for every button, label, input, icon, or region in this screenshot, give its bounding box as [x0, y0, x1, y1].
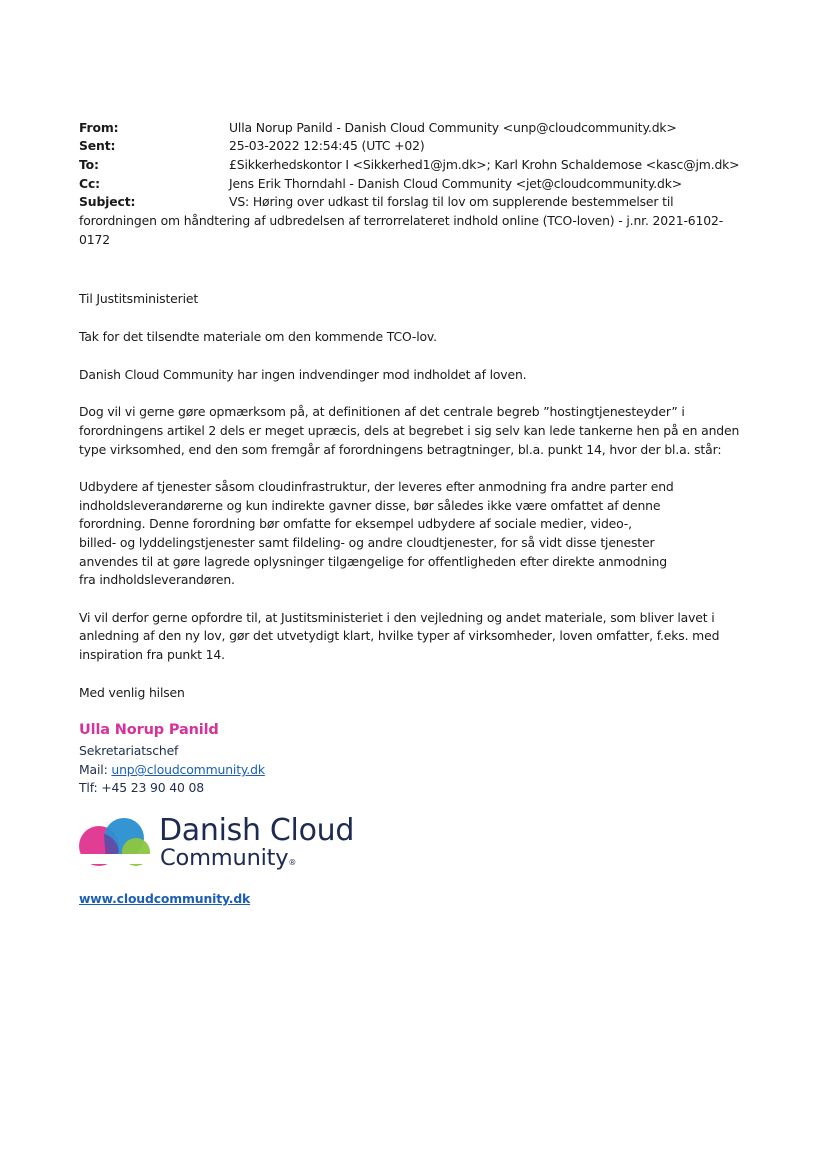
website-link[interactable]: www.cloudcommunity.dk — [79, 891, 251, 906]
signature-title: Sekretariatschef — [79, 743, 179, 758]
sent-label: Sent: — [79, 138, 116, 153]
paragraph-3-line: Dog vil vi gerne gøre opmærksom på, at definitionen af det centrale begreb ”hostingtjenesteyder” i — [79, 404, 685, 419]
subject-label: Subject: — [79, 194, 136, 209]
signature-phone: Tlf: +45 23 90 40 08 — [79, 780, 205, 795]
quote-line: fra indholdsleverandøren. — [79, 572, 235, 587]
logo-text-line-1: Danish Cloud — [159, 813, 355, 848]
subject-line-2: forordningen om håndtering af udbredelsen af terrorrelateret indhold online (TCO-loven) - j.nr. 2021-6102- — [79, 213, 724, 228]
quote-line: Udbydere af tjenester såsom cloudinfrastruktur, der leveres efter anmodning fra andre parter end — [79, 479, 674, 494]
cloud-logo-icon — [76, 814, 156, 874]
subject-line-3: 0172 — [79, 232, 110, 247]
sent-value: 25-03-2022 12:54:45 (UTC +02) — [229, 138, 425, 153]
paragraph-4-line: inspiration fra punkt 14. — [79, 647, 225, 662]
paragraph-2: Danish Cloud Community har ingen indvendinger mod indholdet af loven. — [79, 367, 527, 382]
signature-name: Ulla Norup Panild — [79, 722, 219, 738]
email-link[interactable]: unp@cloudcommunity.dk — [111, 762, 265, 777]
signature-mail — [79, 761, 265, 779]
paragraph-4-line: anledning af den ny lov, gør det utvetydigt klart, hvilke typer af virksomheder, loven omfatter, f.eks. med — [79, 628, 720, 643]
from-label: From: — [79, 120, 119, 135]
paragraph-3-line: type virksomhed, end den som fremgår af forordningens betragtninger, bl.a. punkt 14, hvor der bl.a. står: — [79, 442, 722, 457]
quote-line: anvendes til at gøre lagrede oplysninger tilgængelige for offentligheden efter direkte anmodning — [79, 554, 667, 569]
paragraph-3-line: forordningens artikel 2 dels er meget upræcis, dels at begrebet i sig selv kan lede tankerne hen på en anden — [79, 423, 740, 438]
cc-value: Jens Erik Thorndahl - Danish Cloud Community <jet@cloudcommunity.dk> — [229, 176, 683, 191]
subject-line-1: VS: Høring over udkast til forslag til lov om supplerende bestemmelser til — [229, 194, 674, 209]
closing: Med venlig hilsen — [79, 685, 185, 700]
to-label: To: — [79, 157, 99, 172]
paragraph-4-line: Vi vil derfor gerne opfordre til, at Justitsministeriet i den vejledning og andet materiale, som bliver lavet i — [79, 610, 715, 625]
greeting: Til Justitsministeriet — [79, 291, 199, 306]
registered-mark: ® — [288, 858, 297, 867]
quote-line: billed- og lyddelingstjenester samt fildeling- og andre cloudtjenester, for så vidt disse tjenester — [79, 535, 655, 550]
mail-label: Mail: — [79, 762, 112, 777]
quote-line: indholdsleverandørerne og kun indirekte gavner disse, bør således ikke være omfattet af denne — [79, 498, 661, 513]
paragraph-1: Tak for det tilsendte materiale om den kommende TCO-lov. — [79, 329, 437, 344]
to-value: £Sikkerhedskontor I <Sikkerhed1@jm.dk>; Karl Krohn Schaldemose <kasc@jm.dk> — [229, 157, 740, 172]
quote-line: forordning. Denne forordning bør omfatte for eksempel udbydere af sociale medier, video-, — [79, 516, 632, 531]
danish-cloud-community-logo — [76, 812, 376, 878]
cc-label: Cc: — [79, 176, 100, 191]
logo-text-line-2: Community® — [160, 845, 297, 871]
from-value: Ulla Norup Panild - Danish Cloud Community <unp@cloudcommunity.dk> — [229, 120, 677, 135]
